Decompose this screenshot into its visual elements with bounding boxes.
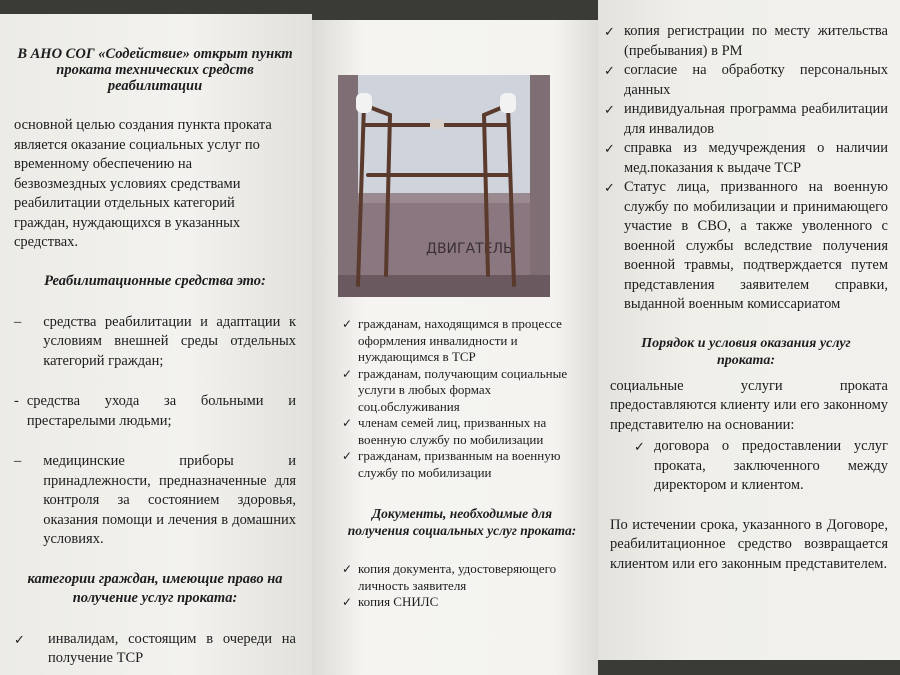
list-item-text: Статус лица, призванного на военную службу по мобилизации и принимающего участие в СВО, а также уволенного с военной службы вследствие получения военной травмы, подтверждается путем представления заявителем справки, выданной военным комиссариатом: [624, 179, 888, 312]
list-item-text: договора о предоставлении услуг проката, заключенного между директором и клиентом.: [654, 438, 888, 493]
order-heading: Порядок и условия оказания услуг проката:: [641, 335, 851, 368]
brochure-title: В АНО СОГ «Содействие» открыт пункт проката технических средств реабилитации: [17, 46, 293, 94]
brochure-right-panel: [598, 0, 900, 660]
list-item: [14, 630, 296, 669]
documents-heading: Документы, необходимые для получения социальных услуг проката:: [347, 506, 577, 538]
list-item-text: гражданам, находящимся в процессе оформления инвалидности и нуждающимся в ТСР: [358, 316, 562, 364]
list-item-text: копия СНИЛС: [358, 594, 439, 609]
list-item-text: копия документа, удостоверяющего личность заявителя: [358, 561, 557, 593]
checkmark-icon: ✓: [604, 102, 615, 117]
checkmark-icon: ✓: [14, 631, 25, 647]
list-item: [14, 452, 296, 550]
checkmark-icon: ✓: [342, 595, 353, 609]
dash-marker: –: [14, 313, 22, 330]
walker-photo: [338, 75, 550, 297]
checkmark-icon: ✓: [604, 63, 615, 78]
list-item: [342, 366, 582, 416]
checkmark-icon: ✓: [604, 141, 615, 156]
checkmark-icon: ✓: [342, 562, 353, 576]
list-item-text: инвалидам, состоящим в очереди на получение ТСР: [48, 630, 296, 666]
list-item-text: средства реабилитации и адаптации к условиям внешней среды отдельных категорий граждан;: [43, 313, 296, 369]
list-item: [342, 415, 582, 448]
list-item: [604, 139, 888, 178]
checkmark-icon: ✓: [604, 180, 615, 195]
list-item-text: членам семей лиц, призванных на военную службу по мобилизации: [358, 415, 547, 447]
list-item-text: согласие на обработку персональных данных: [624, 62, 888, 98]
list-item: [604, 178, 888, 315]
list-item: [604, 22, 888, 61]
walker-icon: [338, 75, 550, 297]
final-text: По истечении срока, указанного в Договоре, реабилитационное средство возвращается клиентом или его законным представителем.: [610, 516, 888, 572]
means-heading: Реабилитационные средства это:: [44, 272, 266, 289]
list-item: [342, 316, 582, 366]
list-item-text: индивидуальная программа реабилитации для инвалидов: [624, 101, 888, 137]
dash-marker: –: [14, 453, 22, 469]
means-list: [14, 313, 296, 550]
list-item: [604, 61, 888, 100]
documents-continued-list: [604, 22, 888, 315]
dash-marker: -: [14, 393, 19, 409]
checkmark-icon: ✓: [634, 439, 645, 454]
list-item: [604, 437, 888, 496]
categories-list: [342, 316, 582, 481]
list-item: [342, 448, 582, 481]
list-item-text: гражданам, получающим социальные услуги в любых формах соц.обслуживания: [358, 365, 568, 414]
checkmark-icon: ✓: [342, 317, 353, 331]
checkmark-icon: ✓: [342, 366, 353, 381]
checkmark-icon: ✓: [342, 416, 353, 430]
list-item-text: копия регистрации по месту жительства (пребывания) в РМ: [624, 23, 888, 59]
checkmark-icon: ✓: [604, 24, 615, 39]
list-item-text: средства ухода за больными и престарелыми людьми;: [26, 393, 296, 429]
list-item-text: справка из медучреждения о наличии мед.показания к выдаче ТСР: [624, 140, 888, 176]
list-item: [342, 561, 582, 594]
intro-text: основной целью создания пункта проката является оказание социальных услуг по временному обеспечению на безвозмездных условиях средствами реабилитации отдельных категорий граждан, нуждающихся в указанных средствах.: [14, 117, 272, 250]
box-label: ДВИГАТЕЛЬ: [426, 241, 513, 257]
documents-list: [342, 561, 582, 611]
list-item-text: медицинские приборы и принадлежности, предназначенные для контроля за состоянием здоровья, оказания помощи и лечения в домашних условиях.: [43, 453, 296, 547]
list-item-text: гражданам, призванным на военную службу по мобилизации: [358, 448, 561, 480]
list-item: [14, 313, 296, 372]
brochure-left-panel: [0, 14, 312, 675]
categories-heading: категории граждан, имеющие право на получение услуг проката:: [27, 570, 283, 606]
list-item: [604, 100, 888, 139]
order-text: социальные услуги проката предоставляются клиенту или его законному представителю на основании:: [610, 377, 888, 433]
list-item: [342, 594, 582, 611]
list-item: [14, 392, 296, 431]
checkmark-icon: ✓: [342, 449, 353, 463]
